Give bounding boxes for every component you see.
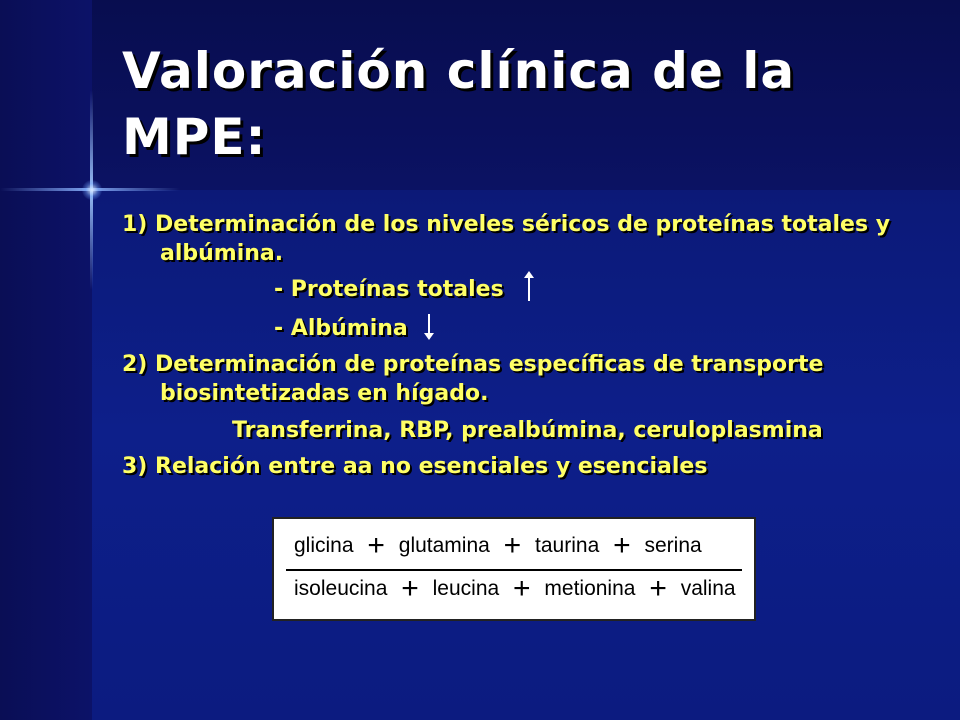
term-metionina: metionina xyxy=(544,577,636,601)
term-taurina: taurina xyxy=(535,534,600,558)
sub-item-albumina-label: - Albúmina xyxy=(274,316,408,341)
amino-acid-ratio-formula xyxy=(272,517,756,621)
sub-item-albumina xyxy=(122,314,922,343)
slide-content xyxy=(122,210,922,481)
term-glutamina: glutamina xyxy=(398,534,490,558)
plus-sign: + xyxy=(613,529,631,563)
plus-sign: + xyxy=(401,572,419,606)
plus-sign: + xyxy=(513,572,531,606)
formula-numerator xyxy=(294,529,702,563)
sub-item-proteinas-label: - Proteínas totales xyxy=(274,277,504,302)
up-arrow-icon xyxy=(522,271,536,301)
plus-sign: + xyxy=(367,529,385,563)
term-leucina: leucina xyxy=(432,577,500,601)
list-item-1: 1) Determinación de los niveles séricos de proteínas totales y albúmina. xyxy=(122,212,891,266)
list-item-3: 3) Relación entre aa no esenciales y esenciales xyxy=(122,454,708,479)
left-band xyxy=(0,0,92,720)
formula-denominator xyxy=(294,572,736,606)
sub-item-proteinas xyxy=(122,275,922,305)
fraction-bar xyxy=(286,569,742,571)
plus-sign: + xyxy=(649,572,667,606)
term-serina: serina xyxy=(644,534,702,558)
down-arrow-icon xyxy=(422,314,436,340)
term-valina: valina xyxy=(680,577,736,601)
term-isoleucina: isoleucina xyxy=(294,577,388,601)
slide-title: Valoración clínica de la MPE: xyxy=(122,42,796,166)
light-flare-center xyxy=(82,180,102,200)
list-item-2: 2) Determinación de proteínas específicas de transporte biosintetizadas en hígado. xyxy=(122,352,824,406)
transport-proteins-detail: Transferrina, RBP, prealbúmina, ceruloplasmina xyxy=(232,418,823,443)
term-glicina: glicina xyxy=(294,534,354,558)
plus-sign: + xyxy=(503,529,522,563)
